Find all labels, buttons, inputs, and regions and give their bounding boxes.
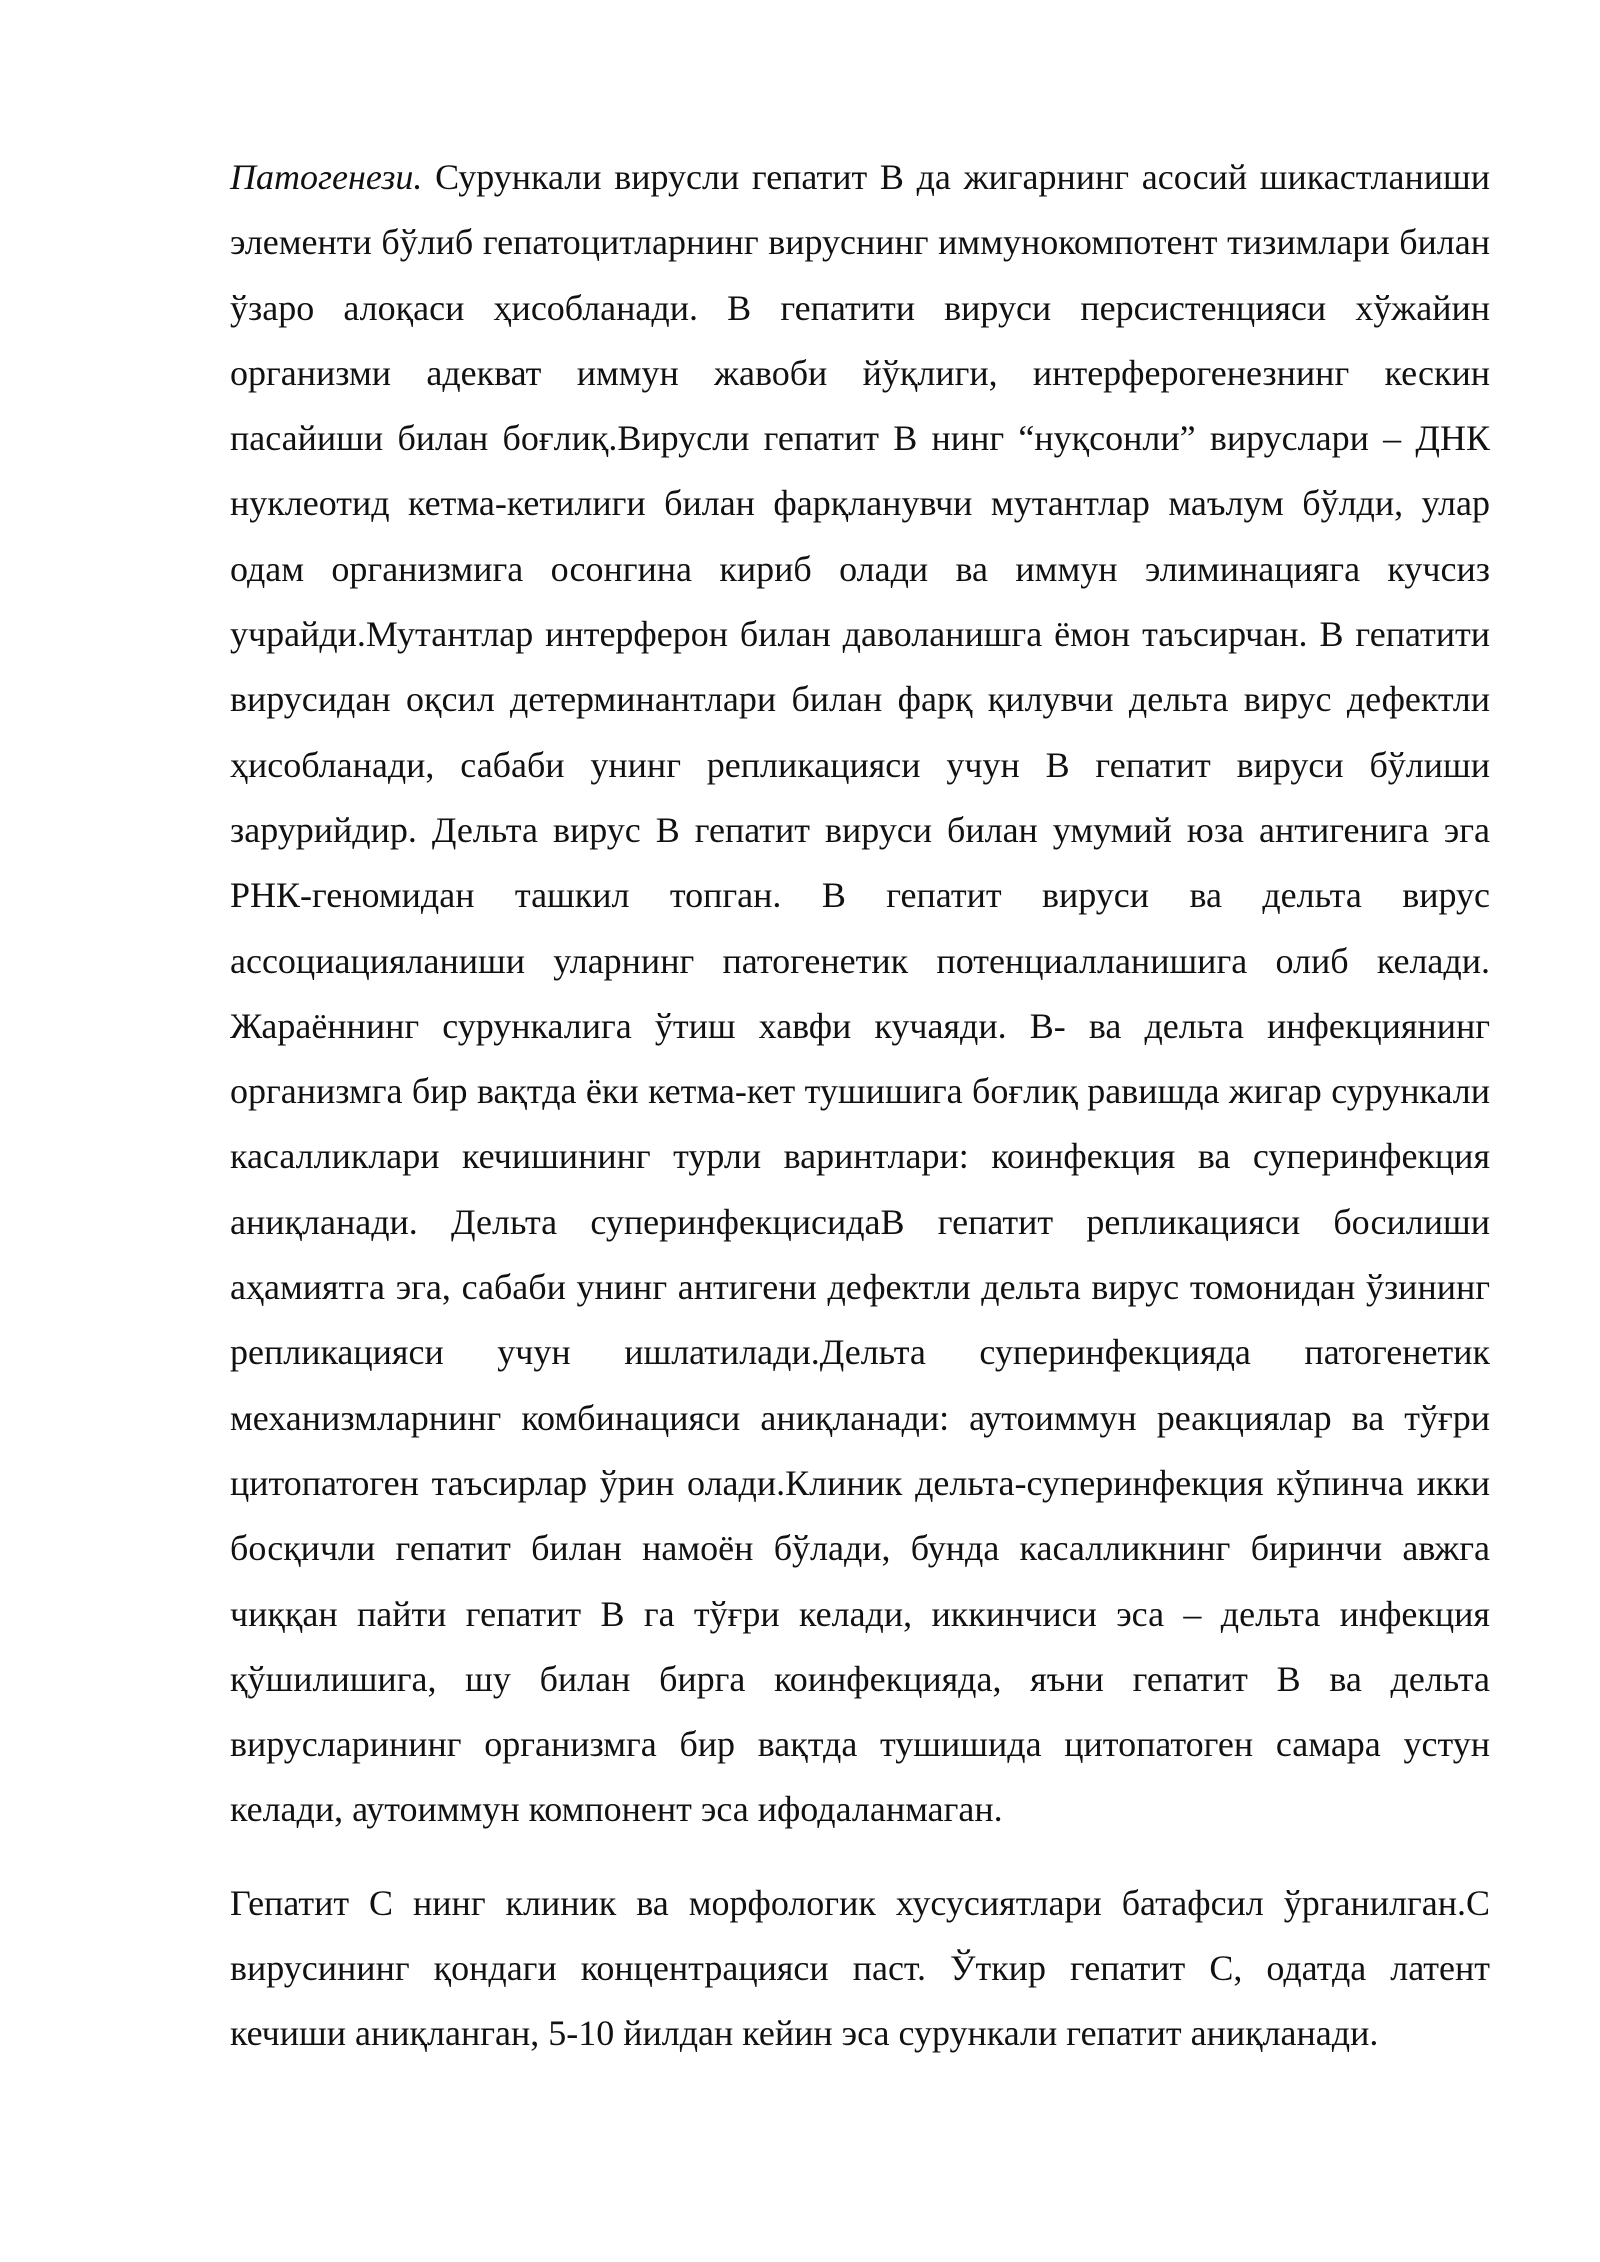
paragraph-pathogenesis [230,145,1490,1843]
paragraph-text: Сурункали вирусли гепатит В да жигарнинг асосий шикастланиши элементи бўлиб гепатоцитларнинг вируснинг иммунокомпотент тизимлари билан ўзаро алоқаси ҳисобланади. В гепатити вируси персистенцияси хўжайин организми адекват иммун жавоби йўқлиги, интерферогенезнинг кескин пасайиши билан боғлиқ.Вирусли гепатит В нинг “нуқсонли” вируслари – ДНК нуклеотид кетма-кетилиги билан фарқланувчи мутантлар маълум бўлди, улар одам организмига осонгина кириб олади ва иммун элиминацияга кучсиз учрайди.Мутантлар интерферон билан даволанишга ёмон таъсирчан. В гепатити вирусидан оқсил детерминантлари билан фарқ қилувчи дельта вирус дефектли ҳисобланади, сабаби унинг репликацияси учун В гепатит вируси бўлиши зарурийдир. Дельта вирус В гепатит вируси билан умумий юза антигенига эга РНК-геномидан ташкил топган. В гепатит вируси ва дельта вирус ассоциацияланиши уларнинг патогенетик потенциалланишига олиб келади. Жараённинг сурункалига ўтиш хавфи кучаяди. В- ва дельта инфекциянинг организмга бир вақтда ёки кетма-кет тушишига боғлиқ равишда жигар сурункали касалликлари кечишининг турли варинтлари: коинфекция ва суперинфекция аниқланади. Дельта суперинфекцисидаВ гепатит репликацияси босилиши аҳамиятга эга, сабаби унинг антигени дефектли дельта вирус томонидан ўзининг репликацияси учун ишлатилади.Дельта суперинфекцияда патогенетик механизмларнинг комбинацияси аниқланади: аутоиммун реакциялар ва тўғри цитопатоген таъсирлар ўрин олади.Клиник дельта-суперинфекция кўпинча икки босқичли гепатит билан намоён бўлади, бунда касалликнинг биринчи авжга чиққан пайти гепатит В га тўғри келади, иккинчиси эса – дельта инфекция қўшилишига, шу билан бирга коинфекцияда, яъни гепатит В ва дельта вирусларининг организмга бир вақтда тушишида цитопатоген самара устун келади, аутоиммун компонент эса ифодаланмаган. [230,157,1490,1830]
document-body [230,145,1490,2067]
paragraph-lead-heading: Патогенези. [230,157,423,197]
paragraph-hepatitis-c [230,1871,1490,2067]
paragraph-text: Гепатит С нинг клиник ва морфологик хусусиятлари батафсил ўрганилган.С вирусининг қондаги концентрацияси паст. Ўткир гепатит С, одатда латент кечиши аниқланган, 5-10 йилдан кейин эса сурункали гепатит аниқланади. [230,1882,1490,2054]
